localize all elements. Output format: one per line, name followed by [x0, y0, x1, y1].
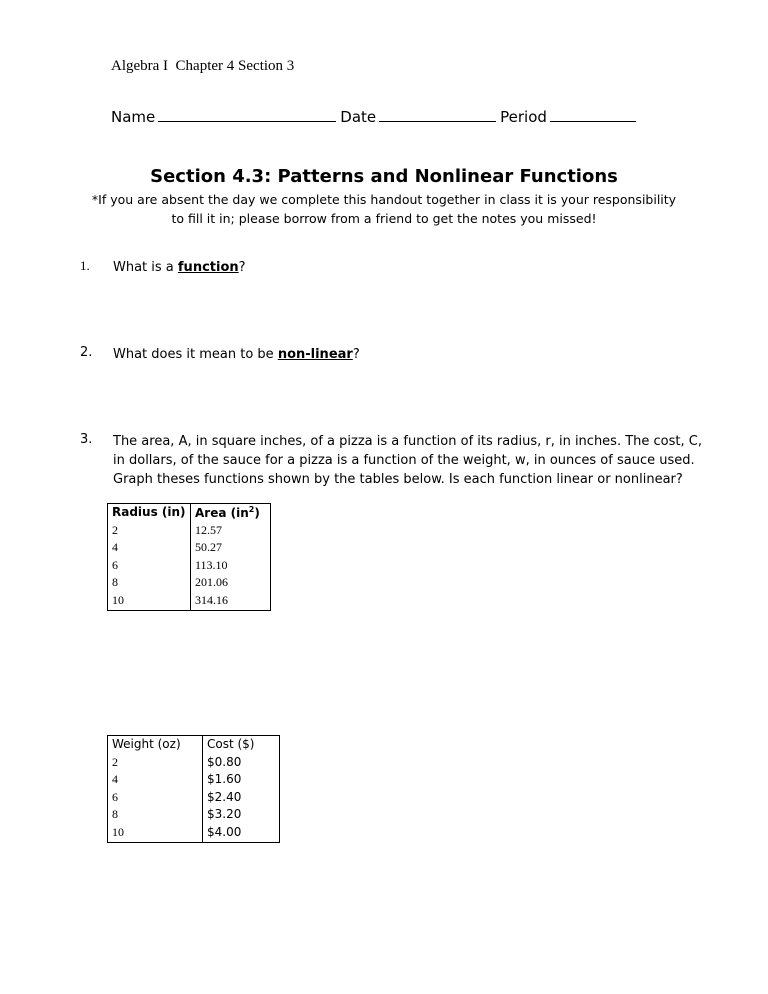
weight-cost-table: [107, 735, 280, 843]
page-title: Section 4.3: Patterns and Nonlinear Functions: [150, 166, 618, 187]
table-cell: 2: [108, 523, 191, 541]
table-cell: 12.57: [191, 523, 271, 541]
table-cell: $2.40: [203, 790, 280, 808]
table-row: [108, 772, 280, 790]
question-text: ?: [238, 260, 246, 275]
key-term: function: [177, 260, 239, 275]
question-text: What does it mean to be: [113, 347, 278, 362]
table-cell: 113.10: [191, 558, 271, 576]
table-row: [108, 593, 271, 611]
question-2-text: [113, 345, 360, 364]
name-field[interactable]: [158, 107, 336, 122]
question-text: ?: [352, 347, 360, 362]
table-row: [108, 575, 271, 593]
superscript: 2: [248, 505, 255, 514]
table-cell: 2: [108, 755, 203, 773]
table-row: [108, 807, 280, 825]
table-cell: 10: [108, 825, 203, 843]
table-header-row: [108, 736, 280, 755]
question-number: 2.: [80, 345, 93, 360]
note-line: *If you are absent the day we complete this handout together in class it is your responsibility: [91, 192, 677, 207]
table-cell: 10: [108, 593, 191, 611]
absence-note: [60, 190, 708, 228]
table-row: [108, 755, 280, 773]
table-header-row: [108, 504, 271, 523]
student-info-line: [111, 107, 640, 126]
table-row: [108, 790, 280, 808]
header-text: Area (in: [195, 506, 249, 520]
period-field[interactable]: [550, 107, 636, 122]
date-label: Date: [340, 108, 377, 126]
question-text: What is a: [113, 260, 178, 275]
table-cell: $3.20: [203, 807, 280, 825]
table-cell: 201.06: [191, 575, 271, 593]
table-row: [108, 558, 271, 576]
table-cell: 6: [108, 790, 203, 808]
header-text: ): [254, 506, 260, 520]
question-number: 1.: [80, 258, 90, 273]
radius-area-table: [107, 503, 271, 611]
table-row: [108, 825, 280, 843]
period-label: Period: [500, 108, 547, 126]
table-cell: $0.80: [203, 755, 280, 773]
date-field[interactable]: [379, 107, 496, 122]
question-3-text: [113, 432, 713, 489]
table-row: [108, 540, 271, 558]
table-cell: 8: [108, 575, 191, 593]
table-header: Weight (oz): [108, 736, 203, 755]
question-1-text: [113, 258, 246, 277]
question-text-line: Graph theses functions shown by the tables below. Is each function linear or nonlinear?: [113, 472, 683, 487]
table-cell: 4: [108, 540, 191, 558]
table-cell: 4: [108, 772, 203, 790]
question-text-line: in dollars, of the sauce for a pizza is a function of the weight, w, in ounces of sauce used.: [113, 453, 695, 468]
table-cell: $1.60: [203, 772, 280, 790]
table-cell: 8: [108, 807, 203, 825]
table-cell: $4.00: [203, 825, 280, 843]
course-header: Algebra I Chapter 4 Section 3: [111, 58, 295, 74]
name-label: Name: [111, 108, 156, 126]
question-text-line: The area, A, in square inches, of a pizza is a function of its radius, r, in inches. The cost, C,: [113, 434, 702, 449]
table-cell: 50.27: [191, 540, 271, 558]
table-header: Radius (in): [108, 504, 191, 523]
question-number: 3.: [80, 432, 93, 447]
table-header: Cost ($): [203, 736, 280, 755]
table-header: [191, 504, 271, 523]
table-cell: 6: [108, 558, 191, 576]
key-term: non-linear: [277, 347, 353, 362]
table-cell: 314.16: [191, 593, 271, 611]
note-line: to fill it in; please borrow from a friend to get the notes you missed!: [171, 211, 597, 226]
table-row: [108, 523, 271, 541]
